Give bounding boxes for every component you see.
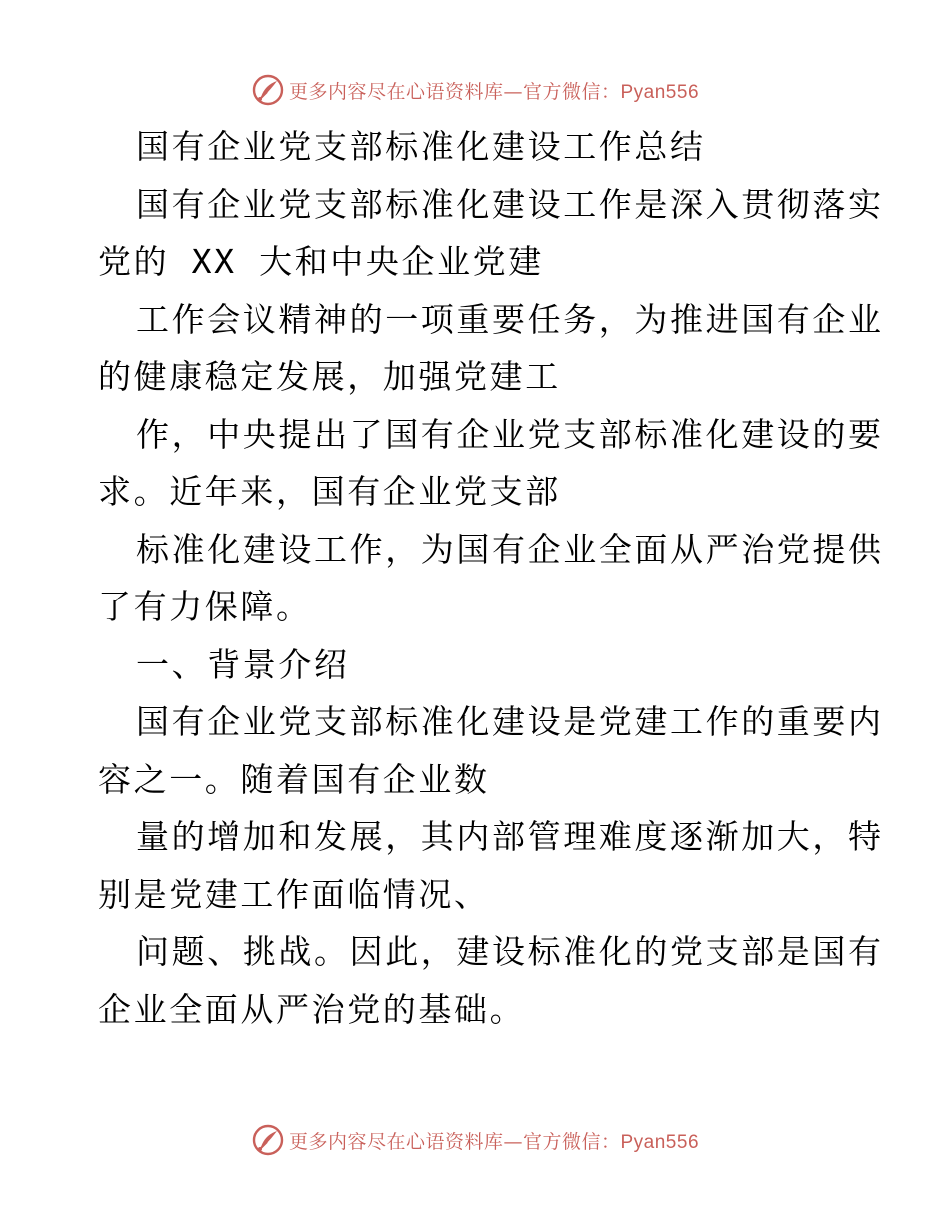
text-line: 国有企业党支部标准化建设工作是深入贯彻落实 (136, 184, 884, 224)
text-line: 国有企业党支部标准化建设工作总结 (136, 127, 706, 166)
wechat-id: Pyan556 (620, 81, 700, 103)
text-line: 别是党建工作面临情况、 (98, 874, 490, 914)
header-banner (0, 70, 950, 110)
text-line: 党的 XX 大和中央企业党建 (98, 242, 544, 281)
footer-banner (0, 1120, 950, 1160)
wechat-id: Pyan556 (620, 1131, 700, 1153)
text-line: 容之一。随着国有企业数 (98, 759, 490, 799)
footer-banner-content[interactable] (251, 1123, 699, 1157)
quill-logo-icon (251, 73, 285, 107)
text-line: 工作会议精神的一项重要任务，为推进国有企业 (136, 299, 884, 339)
quill-logo-icon (251, 1123, 285, 1157)
banner-label: 更多内容尽在心语资料库—官方微信：Pyan556 (288, 80, 700, 103)
document-body (98, 118, 884, 1038)
text-line: 一、背景介绍 (136, 644, 350, 684)
text-line: 了有力保障。 (98, 587, 312, 626)
text-line: 标准化建设工作，为国有企业全面从严治党提供 (136, 529, 884, 569)
text-line: 求。近年来，国有企业党支部 (98, 472, 561, 511)
text-line: 量的增加和发展，其内部管理难度逐渐加大，特 (136, 817, 884, 856)
header-banner-content[interactable] (251, 73, 699, 107)
text-line: 问题、挑战。因此，建设标准化的党支部是国有 (136, 932, 884, 971)
text-line: 企业全面从严治党的基础。 (98, 989, 526, 1029)
text-line: 的健康稳定发展，加强党建工 (98, 357, 561, 396)
text-line: 作，中央提出了国有企业党支部标准化建设的要 (136, 414, 884, 454)
banner-label: 更多内容尽在心语资料库—官方微信：Pyan556 (288, 1130, 700, 1153)
text-line: 国有企业党支部标准化建设是党建工作的重要内 (136, 702, 884, 741)
